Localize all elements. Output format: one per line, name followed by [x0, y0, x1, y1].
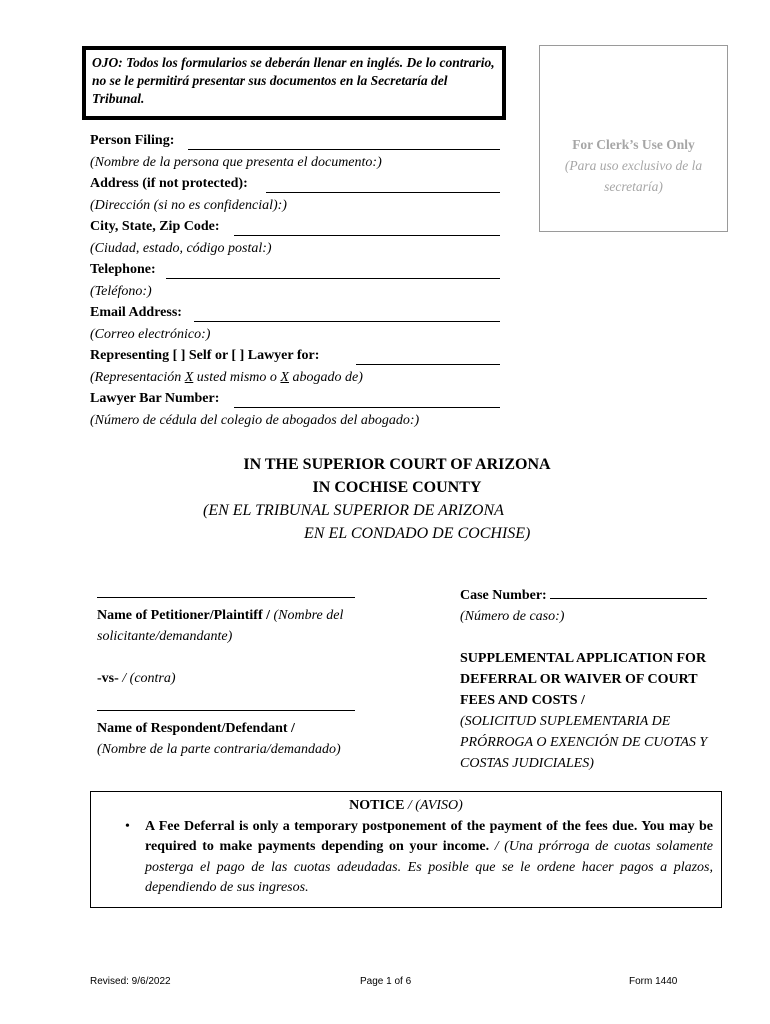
person-filing-es: (Nombre de la persona que presenta el documento:)	[90, 154, 382, 170]
telephone-es: (Teléfono:)	[90, 283, 152, 299]
email-es: (Correo electrónico:)	[90, 326, 211, 342]
city-es: (Ciudad, estado, código postal:)	[90, 240, 272, 256]
case-number-field[interactable]	[550, 584, 707, 599]
document-title: SUPPLEMENTAL APPLICATION FOR DEFERRAL OR WAIVER OF COURT FEES AND COSTS /	[460, 651, 707, 708]
address-field[interactable]	[266, 192, 500, 193]
case-caption-parties	[97, 597, 357, 760]
representing-field[interactable]	[356, 364, 500, 365]
case-number-label: Case Number:	[460, 588, 547, 603]
petitioner-caption	[97, 605, 357, 647]
case-number-es: (Número de caso:)	[460, 609, 565, 624]
petitioner-name-field[interactable]	[97, 597, 355, 598]
telephone-label: Telephone:	[90, 262, 156, 277]
notice-box	[90, 791, 722, 908]
bar-number-label: Lawyer Bar Number:	[90, 391, 220, 406]
representing-es-x1: X	[184, 369, 194, 385]
clerk-use-box	[539, 45, 728, 232]
representing-es-part2: usted mismo o	[193, 369, 281, 385]
vs-es: / (contra)	[118, 671, 176, 686]
footer-form-number: Form 1440	[629, 976, 678, 987]
person-filing-field[interactable]	[188, 149, 500, 150]
court-title-line2: IN COCHISE COUNTY	[312, 479, 482, 496]
notice-item-es: / (Una prórroga de cuotas solamente posterga el pago de las cuotas adeudadas. Es posible que se le ordene hacer pagos a plazos, dependiendo de sus ingresos.	[145, 839, 713, 895]
bar-number-row	[90, 388, 500, 410]
city-row	[90, 216, 500, 238]
clerk-box-title: For Clerk’s Use Only	[572, 137, 695, 152]
bar-number-field[interactable]	[234, 407, 500, 408]
petitioner-es: (Nombre del solicitante/demandante)	[97, 608, 344, 644]
address-row	[90, 173, 500, 195]
representing-label: Representing [ ] Self or [ ] Lawyer for:	[90, 348, 320, 363]
document-title-es: (SOLICITUD SUPLEMENTARIA DE PRÓRROGA O EXENCIÓN DE CUOTAS Y COSTAS JUDICIALES)	[460, 714, 708, 771]
case-number-row	[460, 584, 722, 606]
court-title-es-line1: (EN EL TRIBUNAL SUPERIOR DE ARIZONA	[203, 502, 504, 519]
person-filing-row	[90, 130, 500, 152]
notice-title-en: NOTICE	[349, 798, 405, 813]
telephone-row	[90, 259, 500, 281]
email-row	[90, 302, 500, 324]
representing-es	[90, 367, 500, 389]
representing-es-x2: X	[280, 369, 289, 385]
notice-item-text: A Fee Deferral is only a temporary postponement of the payment of the fees due. You may be required to make payments depending on your income.	[145, 818, 713, 854]
respondent-es: (Nombre de la parte contraria/demandado)	[97, 742, 341, 757]
respondent-label	[97, 718, 357, 739]
person-filing-label: Person Filing:	[90, 133, 175, 148]
ojo-notice-box	[82, 46, 506, 120]
address-label: Address (if not protected):	[90, 176, 248, 191]
address-es: (Dirección (si no es confidencial):)	[90, 197, 287, 213]
clerk-box-subtitle: (Para uso exclusivo de la secretaría)	[564, 158, 703, 194]
city-label: City, State, Zip Code:	[90, 219, 220, 234]
filer-info-section	[90, 130, 500, 431]
footer-revised: Revised: 9/6/2022	[90, 976, 171, 987]
bullet-icon: •	[125, 818, 130, 834]
court-heading	[0, 453, 770, 545]
ojo-notice-text: OJO: Todos los formularios se deberán llenar en inglés. De lo contrario, no se le permitirá presentar sus documentos en la Secretaría del Tribunal.	[92, 55, 495, 106]
vs-label: -vs-	[97, 671, 119, 686]
court-title-line1: IN THE SUPERIOR COURT OF ARIZONA	[243, 456, 551, 473]
notice-item	[99, 817, 713, 899]
respondent-name-field[interactable]	[97, 710, 355, 711]
court-title-es-line2: EN EL CONDADO DE COCHISE)	[304, 525, 531, 542]
bar-number-es: (Número de cédula del colegio de abogados del abogado:)	[90, 412, 420, 428]
telephone-field[interactable]	[166, 278, 500, 279]
representing-es-part1: (Representación	[90, 369, 185, 385]
representing-es-part3: abogado de)	[288, 369, 363, 385]
email-field[interactable]	[194, 321, 500, 322]
email-label: Email Address:	[90, 305, 182, 320]
respondent-label-text: Name of Respondent/Defendant /	[97, 721, 295, 736]
petitioner-label: Name of Petitioner/Plaintiff /	[97, 608, 271, 623]
representing-row	[90, 345, 500, 367]
notice-title	[99, 796, 713, 817]
vs-caption	[97, 668, 357, 689]
notice-title-es: / (AVISO)	[404, 798, 463, 813]
case-caption-info	[460, 584, 722, 774]
city-field[interactable]	[234, 235, 500, 236]
footer-page-number: Page 1 of 6	[360, 976, 412, 987]
